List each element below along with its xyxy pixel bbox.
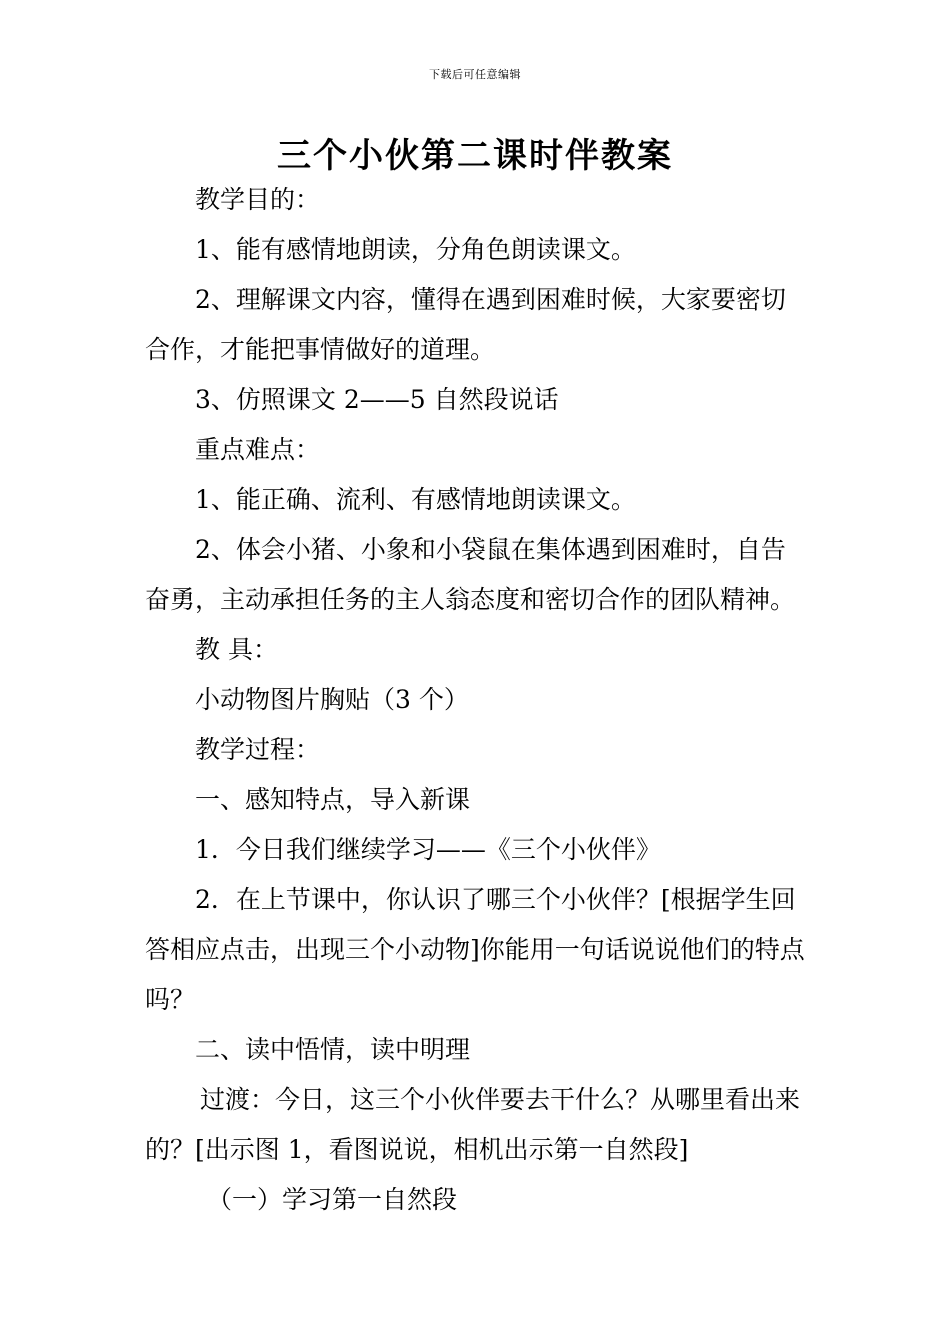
document-title: 三个小伙第二课时伴教案 xyxy=(277,136,673,176)
paragraph-objectives-heading: 教学目的： xyxy=(195,185,321,214)
paragraph-tools-heading: 教 具： xyxy=(195,635,278,664)
paragraph-section-1: 一、感知特点，导入新课 xyxy=(195,785,471,814)
paragraph-subsection-1: （一）学习第一自然段 xyxy=(207,1185,458,1214)
paragraph-step-1: 1．今日我们继续学习——《三个小伙伴》 xyxy=(195,835,661,864)
paragraph-objective-1: 1、能有感情地朗读，分角色朗读课文。 xyxy=(195,235,636,264)
paragraph-keypoints-heading: 重点难点： xyxy=(195,435,321,464)
paragraph-objective-3: 3、仿照课文 2——5 自然段说话 xyxy=(195,385,559,414)
paragraph-step-2: 2．在上节课中，你认识了哪三个小伙伴？[根据学生回答相应点击，出现三个小动物]你能用一句话说说他们的特点吗？ xyxy=(145,885,805,1014)
paragraph-section-2: 二、读中悟情，读中明理 xyxy=(195,1035,471,1064)
paragraph-process-heading: 教学过程： xyxy=(195,735,321,764)
paragraph-tools-content: 小动物图片胸贴（3 个） xyxy=(195,685,469,714)
paragraph-keypoint-1: 1、能正确、流利、有感情地朗读课文。 xyxy=(195,485,636,514)
paragraph-transition: 过渡：今日，这三个小伙伴要去干什么？从哪里看出来的？[出示图 1，看图说说，相机出示第一自然段] xyxy=(145,1085,801,1164)
paragraph-objective-2: 2、理解课文内容，懂得在遇到困难时候，大家要密切合作，才能把事情做好的道理。 xyxy=(145,285,786,364)
header-note: 下载后可任意编辑 xyxy=(429,68,521,81)
paragraph-keypoint-2: 2、体会小猪、小象和小袋鼠在集体遇到困难时，自告奋勇，主动承担任务的主人翁态度和密切合作的团队精神。 xyxy=(145,535,796,614)
